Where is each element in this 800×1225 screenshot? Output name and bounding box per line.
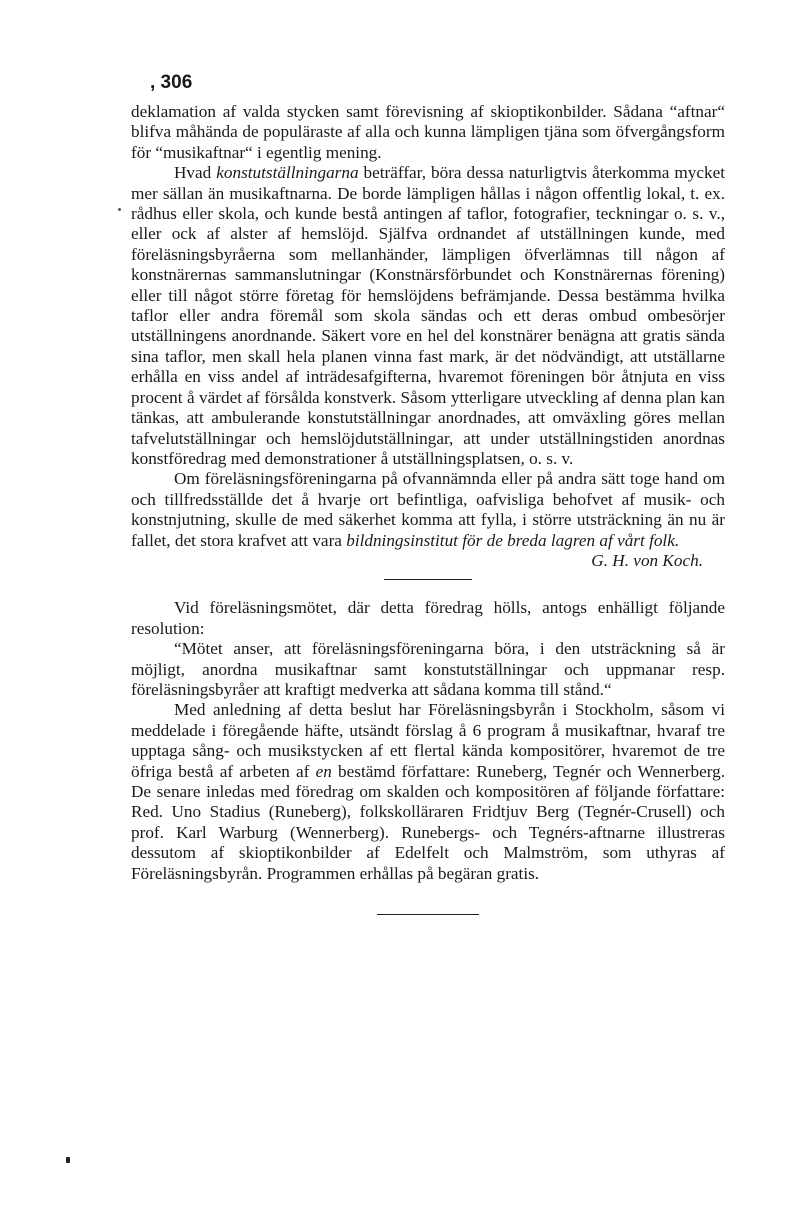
paragraph-lead: Hvad bbox=[174, 163, 217, 183]
paragraph-conclusion bbox=[131, 469, 725, 551]
paragraph-body: beträffar, böra dessa naturligtvis återkomma mycket mer sällan än musikaftnarna. De borde lämpligen hållas i någon offentlig lokal, t. ex. rådhus eller skola, och kunde bestå antingen af taflor, fotografier, teckningar o. s. v., eller ock af alster af hemslöjd. Själfva ordnandet af utställningen kunde, med föreläsningsbyråerna som mellanhänder, lämpligen öfverlämnas till någon af konstnärernas sammanslutningar (Konstnärsförbundet och Konstnärernas förening) eller till något större företag för hemslöjdens befrämjande. Dessa bestämma hvilka taflor eller andra föremål som skola sändas och ett deras ombud ombesörjer utställningens anordnande. Säkert vore en hel del konstnärer benägna att gratis sända sina taflor, men skall hela planen vinna fast mark, är det nödvändigt, att utställarne erhålla en viss andel af inträdesafgifterna, hvaremot föreningen bör åtnjuta en viss procent å värdet af försålda konstverk. Såsom ytterligare utveckling af denna plan kan tänkas, att ambulerande konstutställningar anordnades, att omväxling göres mellan tafvelutställningar och hemslöjdutställningar, att under utställningstiden anordnas konstföredrag med demonstrationer å utställningsplatsen, o. s. v. bbox=[131, 163, 726, 468]
emphasis-bildningsinstitut: bildningsinstitut för de breda lagren af vårt folk. bbox=[346, 530, 680, 550]
paragraph-continuation: deklamation af valda stycken samt förevisning af skioptikonbilder. Sådana “aftnar“ blifva måhända de populäraste af alla och kunna lämpligen tjäna som öfvergångsform för “musikaftnar“ i egentlig mening. bbox=[131, 102, 725, 162]
paragraph-resolution: “Mötet anser, att föreläsningsföreningarna böra, i den utsträckning så är möjligt, anordna musikaftnar samt konstutställningar och uppmanar resp. föreläsningsbyråer att kraftigt medverka att sådana komma till stånd.“ bbox=[131, 639, 725, 699]
author-signature: G. H. von Koch. bbox=[591, 550, 703, 570]
paragraph-lead: Med anledning af detta beslut har Föreläsningsbyrån i Stockholm, såsom vi meddelade i föregående häfte, utsändt förslag å 6 program å musikaftnar, hvaraf tre upptaga sång- och musikstycken af ett flertal kända kompositörer, hvaremot de tre öfriga bestå af arbeten af bbox=[131, 700, 725, 781]
end-divider bbox=[377, 914, 479, 915]
paragraph-body: bestämd författare: Runeberg, Tegnér och Wennerberg. De senare inledas med föredrag om skalden och kompositören af följande författare: Red. Uno Stadius (Runeberg), folkskolläraren Fridtjuv Berg (Tegnér-Crusell) och prof. Karl Warburg (Wennerberg). Runebergs- och Tegnérs-aftnarne illustreras dessutom af skioptikonbilder af Edelfelt och Malmström, som uthyras af Föreläsningsbyrån. Programmen erhållas på begäran gratis. bbox=[131, 761, 725, 883]
emphasis-en: en bbox=[315, 761, 332, 781]
emphasis-konstutstallningarna: konstutställningarna bbox=[216, 163, 359, 183]
paragraph-meeting: Vid föreläsningsmötet, där detta föredrag hölls, antogs enhälligt följande resolution: bbox=[131, 598, 725, 638]
paragraph-programs bbox=[131, 700, 725, 884]
paragraph-lead: Om föreläsningsföreningarna på ofvannämnda eller på andra sätt toge hand om och tillfredsställde det å hvarje ort befintliga, oafvisliga behofvet af musik- och konstnjutning, skulle de med säkerhet komma att fylla, i större utsträckning än nu är fallet, det stora krafvet att vara bbox=[131, 469, 725, 550]
margin-mark bbox=[66, 1157, 70, 1163]
text-column bbox=[131, 102, 725, 915]
page-number: , 306 bbox=[150, 72, 193, 93]
paragraph-exhibitions bbox=[131, 163, 725, 469]
print-speck bbox=[118, 208, 121, 211]
